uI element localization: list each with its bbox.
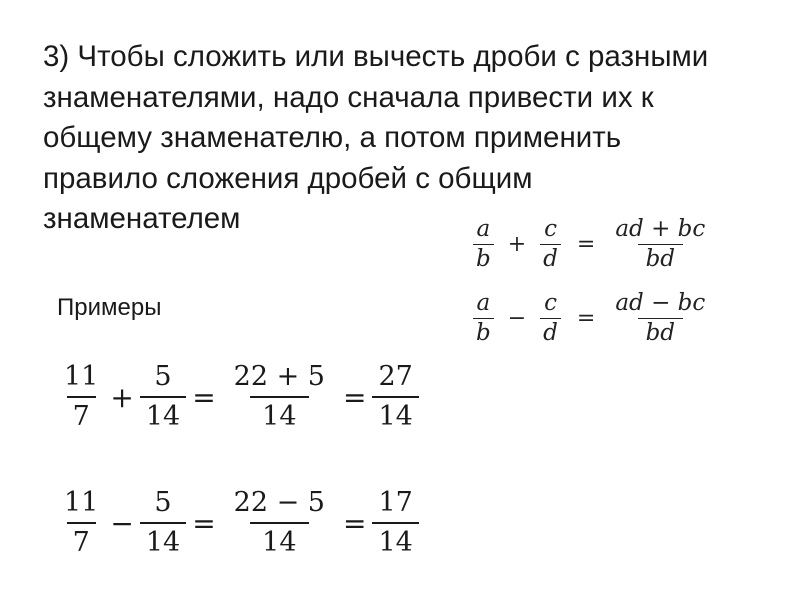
rule-text: 3) Чтобы сложить или вычесть дроби с разными знаменателями, надо сначала привести их к общему знаменателю, а потом применить правило сложения дробей с общим знаменателем <box>43 40 709 235</box>
fraction-c-over-d <box>540 217 561 270</box>
denominator: b <box>473 244 494 271</box>
fraction-result <box>607 217 713 270</box>
equals-sign: = <box>576 231 596 257</box>
equals-sign: = <box>576 305 596 331</box>
numerator: ad − bc <box>615 290 706 317</box>
fraction <box>372 489 418 557</box>
fraction <box>58 363 104 431</box>
numerator: a <box>476 290 491 317</box>
denominator: 7 <box>67 396 96 431</box>
fraction <box>372 363 418 431</box>
plus-sign: + <box>110 380 134 414</box>
formula-rules-image <box>453 208 723 358</box>
fraction-result <box>607 291 713 344</box>
numerator: c <box>544 290 557 317</box>
numerator: 5 <box>154 361 172 393</box>
fraction <box>222 363 337 431</box>
numerator: 27 <box>378 361 413 393</box>
denominator: 14 <box>250 396 308 431</box>
example-subtraction <box>58 478 419 568</box>
fraction <box>58 489 104 557</box>
minus-sign: − <box>110 506 134 540</box>
fraction <box>140 489 186 557</box>
fraction <box>140 363 186 431</box>
numerator: 22 + 5 <box>233 361 325 393</box>
equals-sign: = <box>192 506 216 540</box>
numerator: a <box>476 216 491 243</box>
subtraction-formula <box>473 288 713 348</box>
numerator: 11 <box>64 361 99 393</box>
numerator: 5 <box>154 487 172 519</box>
addition-formula <box>473 214 713 274</box>
denominator: 14 <box>140 522 186 557</box>
fraction-a-over-b <box>473 217 494 270</box>
numerator: 22 − 5 <box>233 487 325 519</box>
denominator: bd <box>638 318 683 345</box>
numerator: c <box>544 216 557 243</box>
denominator: 14 <box>372 522 418 557</box>
example-addition <box>58 352 419 442</box>
fraction-a-over-b <box>473 291 494 344</box>
minus-sign: − <box>507 305 527 331</box>
equals-sign: = <box>342 380 367 414</box>
equals-sign: = <box>192 380 216 414</box>
fraction-c-over-d <box>540 291 561 344</box>
denominator: d <box>540 318 561 345</box>
numerator: 17 <box>378 487 413 519</box>
denominator: d <box>540 244 561 271</box>
denominator: 7 <box>67 522 96 557</box>
numerator: 11 <box>64 487 99 519</box>
examples-label: Примеры <box>57 294 162 321</box>
denominator: bd <box>638 244 683 271</box>
numerator: ad + bc <box>615 216 706 243</box>
denominator: 14 <box>250 522 308 557</box>
denominator: 14 <box>372 396 418 431</box>
denominator: b <box>473 318 494 345</box>
equals-sign: = <box>342 506 367 540</box>
fraction <box>222 489 337 557</box>
plus-sign: + <box>507 231 527 257</box>
denominator: 14 <box>140 396 186 431</box>
